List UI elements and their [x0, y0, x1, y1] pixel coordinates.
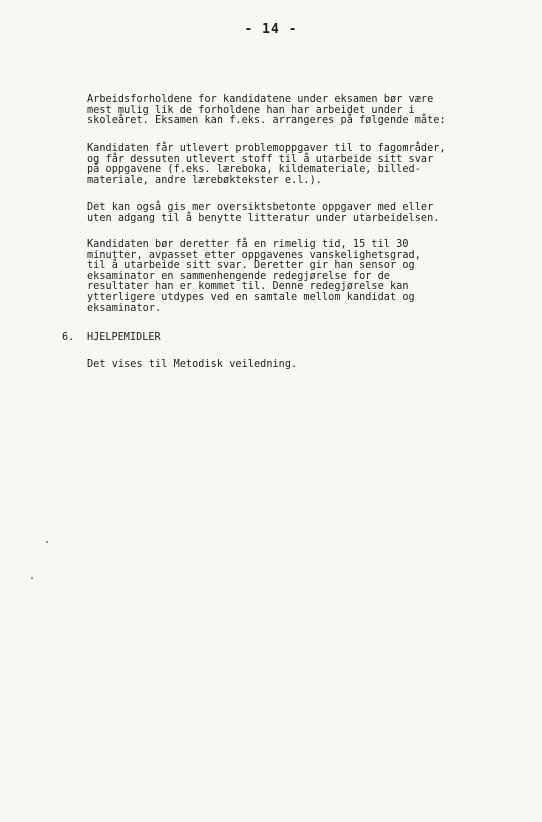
paragraph-aids: Det vises til Metodisk veiledning. [87, 359, 298, 370]
scan-speck [46, 541, 48, 543]
paragraph-exam-conditions: Arbeidsforholdene for kandidatene under eksamen bør være mest mulig lik de forholdene han har arbeidet under i skoleåret. Eksamen kan f.eks. arrangeres på følgende måte: [87, 94, 446, 127]
scan-speck [31, 577, 33, 579]
section-title: HJELPEMIDLER [87, 332, 161, 343]
paragraph-overview-tasks: Det kan også gis mer oversiktsbetonte oppgaver med eller uten adgang til å benytte litteratur under utarbeidelsen. [87, 202, 440, 224]
paragraph-problem-tasks: Kandidaten får utlevert problemoppgaver til to fagområder, og får dessuten utlevert stoff til å utarbeide sitt svar på oppgavene (f.eks. læreboka, kildemateriale, billed- materiale, andre lærebøktekster e.l.). [87, 143, 446, 186]
section-heading [62, 332, 161, 365]
paragraph-preparation-time: Kandidaten bør deretter få en rimelig tid, 15 til 30 minutter, avpasset etter oppgavenes vanskelighetsgrad, til å utarbeide sitt svar. Deretter gir han sensor og eksaminator en sammenhengende redegjørelse for de resultater han er kommet til. Denne redegjørelse kan ytterligere utdypes ved en samtale mellom kandidat og eksaminator. [87, 239, 421, 314]
section-number: 6. [62, 332, 75, 343]
page-number: - 14 - [244, 22, 298, 37]
